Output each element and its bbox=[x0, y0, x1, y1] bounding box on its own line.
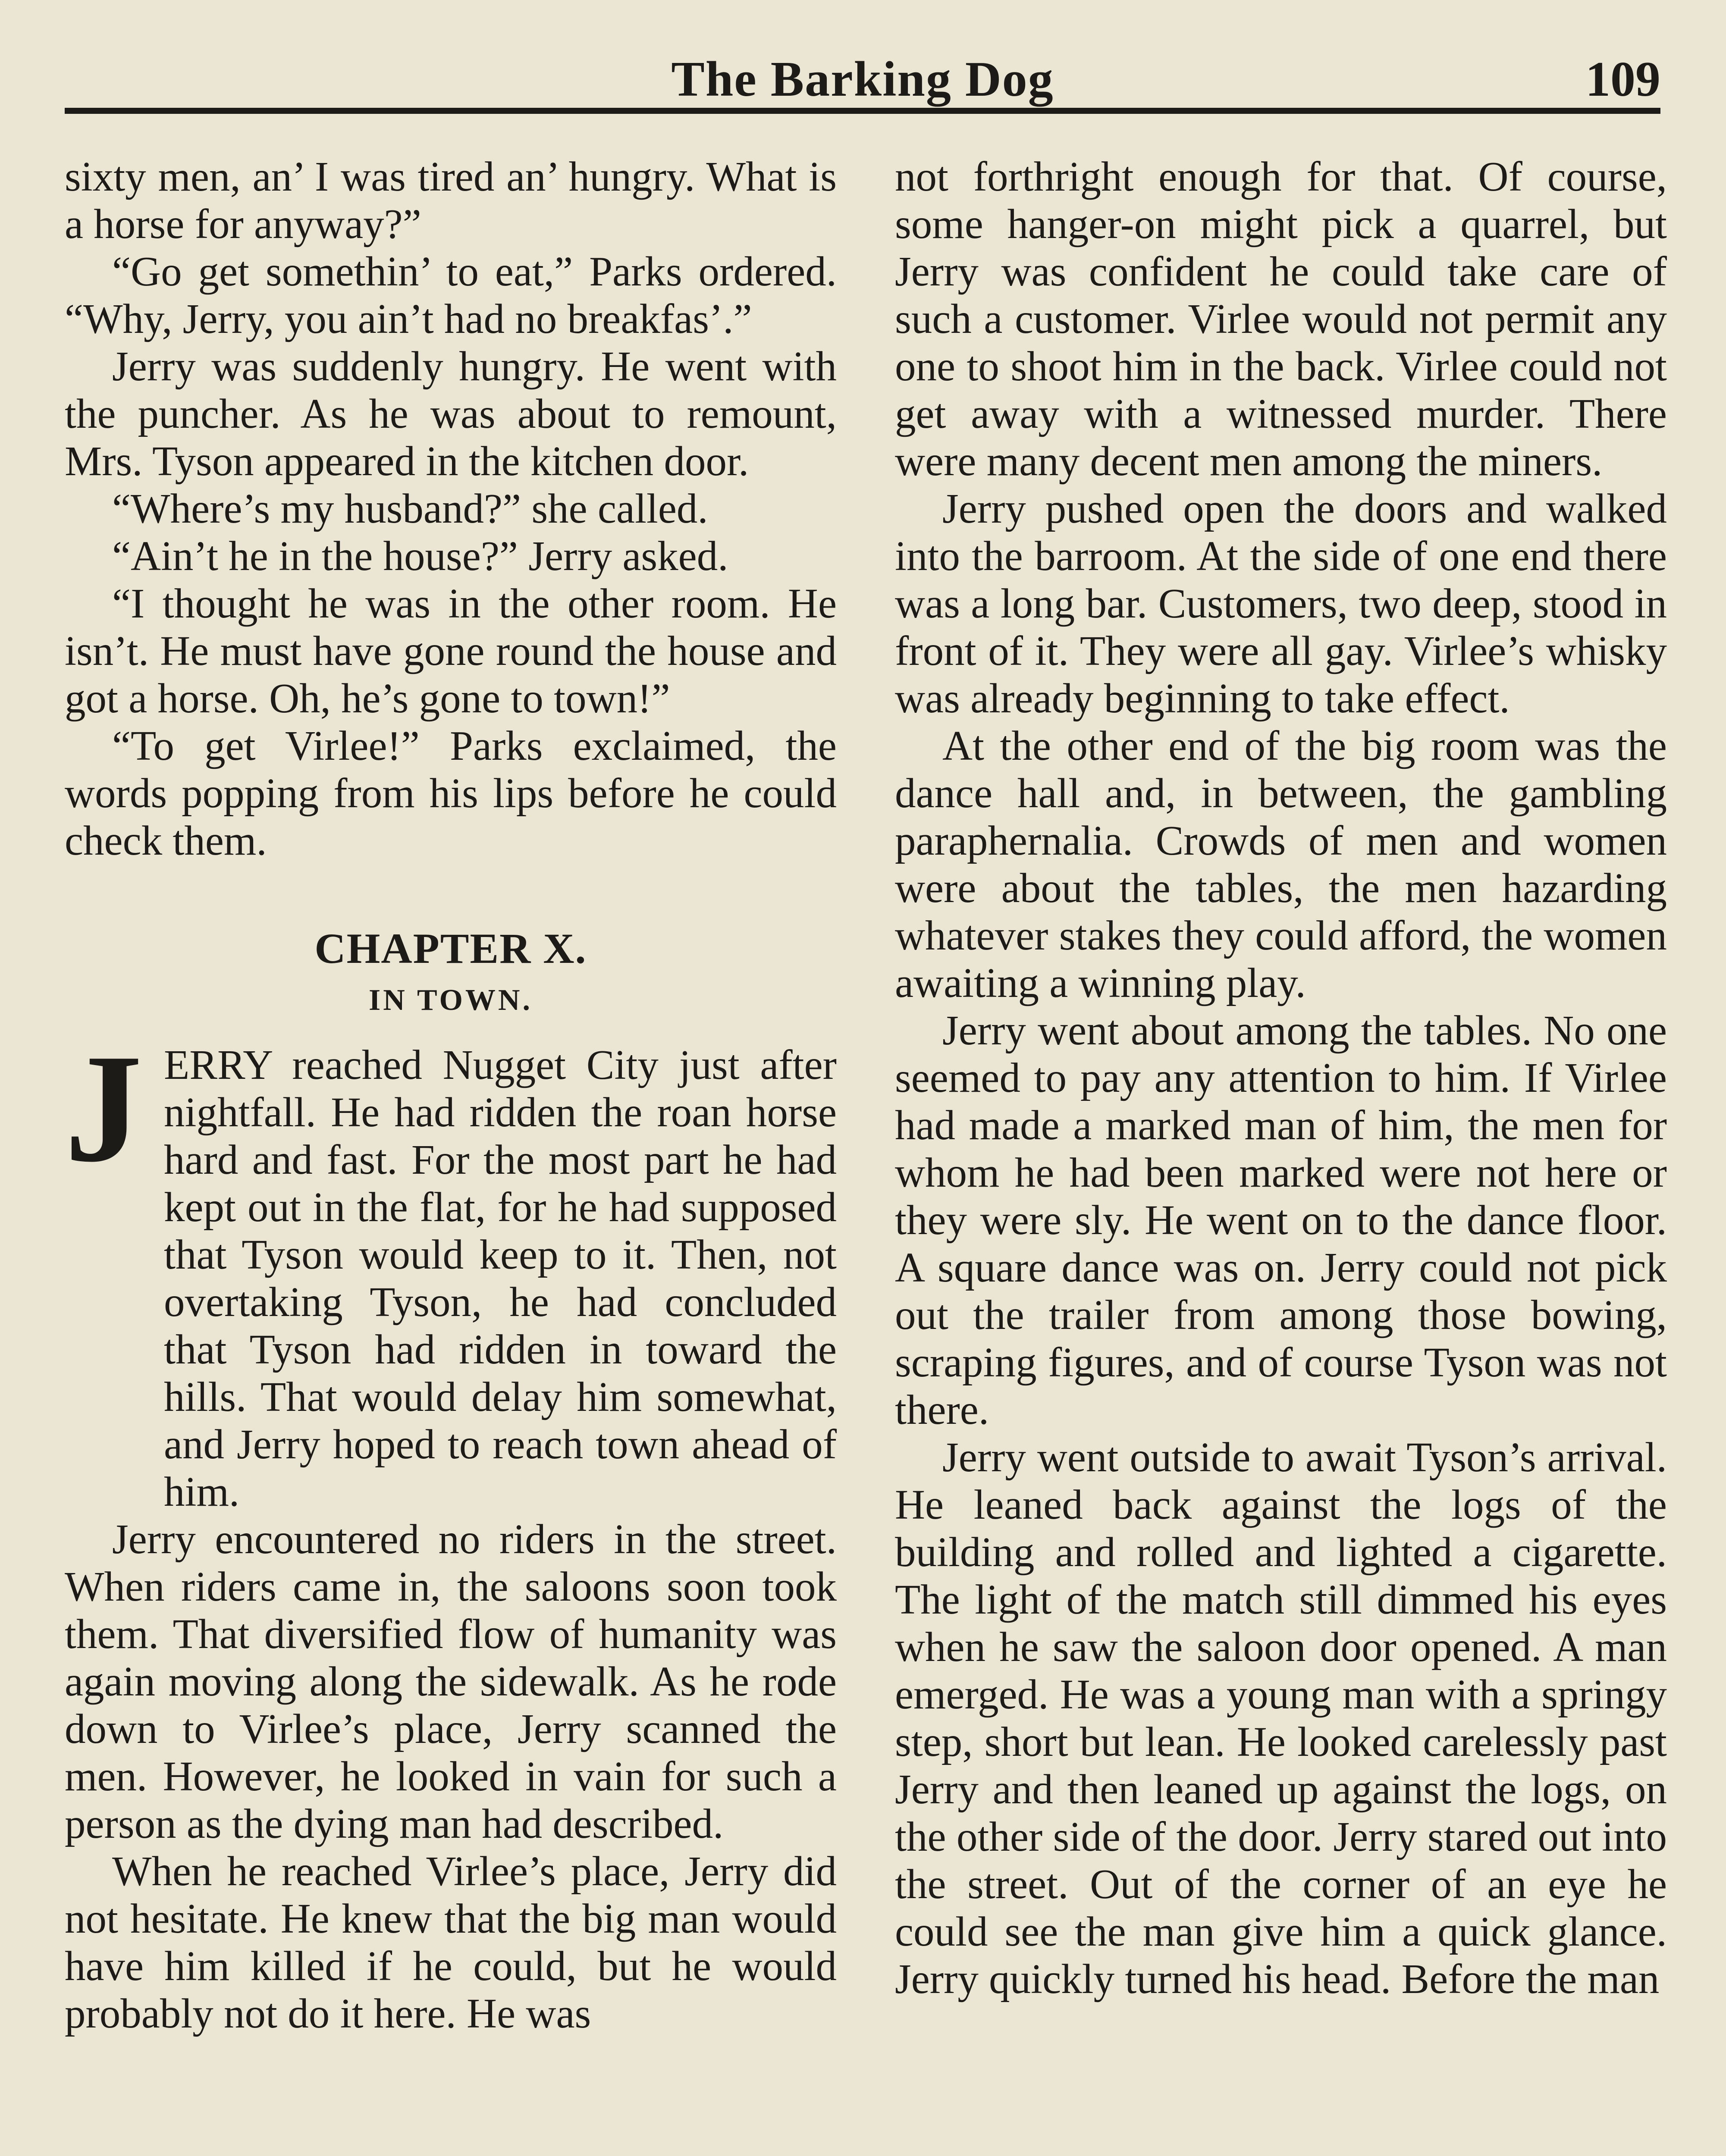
paragraph: When he reached Virlee’s place, Jerry did not hesitate. He knew that the big man would have him killed if he could, but he would probably not do it here. He was bbox=[65, 1848, 837, 2037]
paragraph: not forthright enough for that. Of course, some hanger-on might pick a quarrel, but Jerry was confident he could take care of such a customer. Virlee would not permit any one to shoot him in the back. Virlee could not get away with a witnessed murder. There were many decent men among the miners. bbox=[895, 154, 1667, 484]
paragraph: Jerry was suddenly hungry. He went with the puncher. As he was about to remount, Mrs. Tyson appeared in the kitchen door. bbox=[65, 343, 837, 484]
paragraph: sixty men, an’ I was tired an’ hungry. What is a horse for anyway?” bbox=[65, 154, 837, 247]
paragraph: “Ain’t he in the house?” Jerry asked. bbox=[112, 533, 728, 579]
paragraph: Jerry pushed open the doors and walked into the barroom. At the side of one end there was a long bar. Customers, two deep, stood in front of it. They were all gay. Virlee’s whisky was already beginning to take effect. bbox=[895, 486, 1667, 721]
page-header-title: The Barking Dog bbox=[671, 52, 1054, 107]
paragraph: Jerry went outside to await Tyson’s arrival. He leaned back against the logs of the building and rolled and lighted a cigarette. The light of the match still dimmed his eyes when he saw the saloon door opened. A man emerged. He was a young man with a springy step, short but lean. He looked carelessly past Jerry and then leaned up against the logs, on the other side of the door. Jerry stared out into the street. Out of the corner of an eye he could see the man give him a quick glance. Jerry quickly turned his head. Before the man bbox=[895, 1434, 1667, 2002]
page-number: 109 bbox=[1585, 52, 1660, 107]
paragraph: Jerry went about among the tables. No one seemed to pay any attention to him. If Virlee had made a marked man of him, the men for whom he had been marked were not here or they were sly. He went on to the dance floor. A square dance was on. Jerry could not pick out the trailer from among those bowing, scraping figures, and of course Tyson was not there. bbox=[895, 1007, 1667, 1433]
right-column bbox=[895, 153, 1667, 2003]
left-column bbox=[65, 153, 837, 2037]
chapter-title: CHAPTER X. bbox=[314, 924, 587, 972]
paragraph: “Go get somethin’ to eat,” Parks ordered. “Why, Jerry, you ain’t had no breakfas’.” bbox=[65, 248, 837, 342]
paragraph: Jerry encountered no riders in the street. When riders came in, the saloons soon took them. That diversified flow of humanity was again moving along the sidewalk. As he rode down to Virlee’s place, Jerry scanned the men. However, he looked in vain for such a person as the dying man had described. bbox=[65, 1516, 837, 1847]
chapter-opening-paragraph bbox=[65, 1022, 837, 1516]
paragraph-text: ERRY reached Nugget City just after nightfall. He had ridden the roan horse hard and fast. For the most part he had kept out in the flat, for he had supposed that Tyson would keep to it. Then, not overtaking Tyson, he had concluded that Tyson had ridden in toward the hills. That would delay him somewhat, and Jerry hoped to reach town ahead of him. bbox=[164, 1042, 837, 1515]
running-header bbox=[65, 43, 1660, 114]
paragraph: “To get Virlee!” Parks exclaimed, the words popping from his lips before he could check them. bbox=[65, 723, 837, 864]
paragraph: “I thought he was in the other room. He isn’t. He must have gone round the house and got a horse. Oh, he’s gone to town!” bbox=[65, 580, 837, 721]
chapter-subtitle: IN TOWN. bbox=[369, 984, 533, 1017]
paragraph: At the other end of the big room was the dance hall and, in between, the gambling paraphernalia. Crowds of men and women were about the tables, the men hazarding whatever stakes they could afford, the women awaiting a winning play. bbox=[895, 723, 1667, 1006]
paragraph: “Where’s my husband?” she called. bbox=[112, 486, 708, 532]
drop-cap: J bbox=[65, 1022, 142, 1194]
